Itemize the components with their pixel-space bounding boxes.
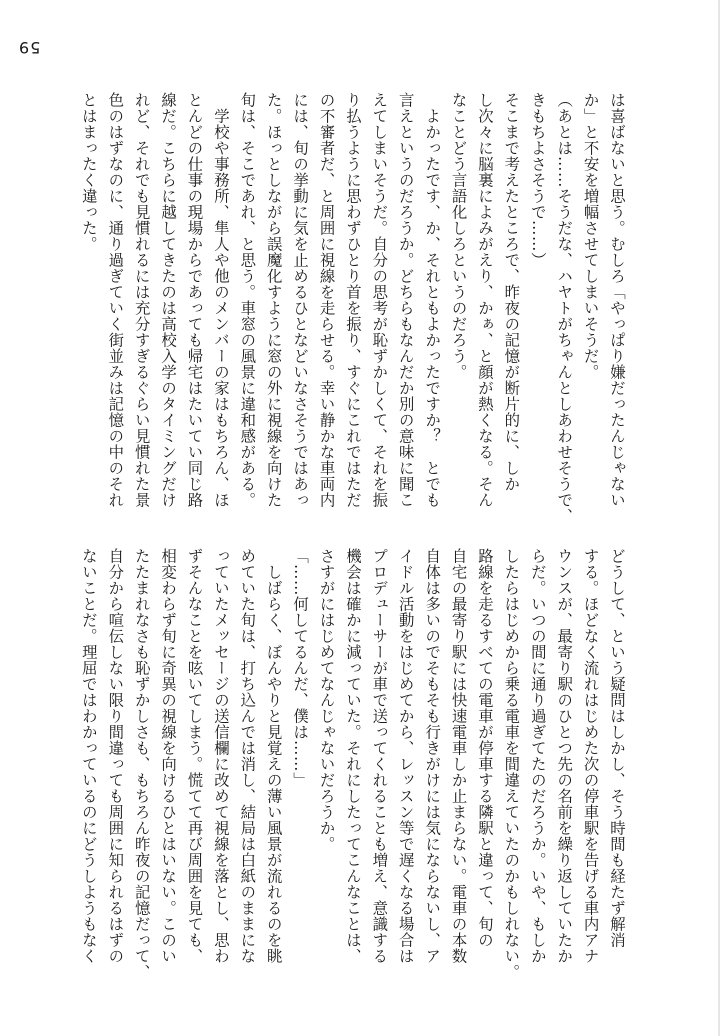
- text-block-lower: [75, 548, 630, 980]
- text-line: 学校や事務所、隼人や他のメンバーの家はもちろん、ほ: [211, 92, 230, 508]
- text-line: し次々に脳裏によみがえり、かぁ、と顔が熱くなる。そん: [475, 92, 494, 508]
- text-line: えてしまいそうだ。自分の思考が恥ずかしくて、それを振: [370, 92, 389, 508]
- text-line: とはまったく違った。: [79, 92, 98, 252]
- text-line: する。ほどなく流れはじめた次の停車駅を告げる車内アナ: [581, 548, 600, 964]
- text-line: は喜ばないと思う。むしろ「やっぱり嫌だったんじゃない: [608, 92, 626, 508]
- text-line: プロデューサーが車で送ってくれることも増え、意識する: [370, 548, 389, 964]
- text-line: しばらく、ぼんやりと見覚えの薄い風景が流れるのを眺: [264, 548, 283, 964]
- text-line: ずそんなことを呟いてしまう。慌てて再び周囲を見ても、: [185, 548, 204, 964]
- text-line: さすがにはじめてなんじゃないだろうか。: [317, 548, 336, 852]
- text-line: めていた旬は、打ち込んでは消し、結局は白紙のままにな: [238, 548, 257, 964]
- text-line: 言えというのだろうか。どちらもなんだか別の意味に聞こ: [396, 92, 415, 508]
- text-line: とんどの仕事の現場からであっても帰宅はたいてい同じ路: [185, 92, 204, 508]
- text-line: ウンスが、最寄り駅のひとつ先の名前を繰り返していたか: [555, 548, 574, 964]
- text-line: したらはじめから乗る電車を間違えていたのかもしれない。: [502, 548, 521, 980]
- text-line: 線だ。こちらに越してきたのは高校入学のタイミングだけ: [159, 92, 178, 508]
- text-line: イドル活動をはじめてから、レッスン等で遅くなる場合は: [396, 548, 415, 964]
- text-line: には、旬の挙動に気を止めるひとなどいなさそうではあっ: [291, 92, 310, 508]
- text-line: よかったです、か、それともよかったですか？ とでも: [423, 92, 442, 508]
- text-line: きもちよさそうで……）: [528, 92, 547, 268]
- text-block-upper: [75, 92, 630, 524]
- text-line: 旬は、そこであれ、と思う。車窓の風景に違和感がある。: [238, 92, 257, 508]
- text-line: の不審者だ、と周囲に視線を走らせる。幸い静かな車両内: [317, 92, 336, 508]
- text-line: 自体は多いのでそもそも行きがけには気にならないし、ア: [423, 548, 442, 964]
- text-line: 機会は確かに減っていた。それにしたってこんなことは、: [343, 548, 362, 964]
- text-line: たたまれなさも恥ずかしさも、もちろん昨夜の記憶だって、: [132, 548, 151, 980]
- text-line: れど、それでも見慣れるには充分すぎるぐらい見慣れた景: [132, 92, 151, 508]
- text-line: 相変わらず旬に奇異の視線を向けるひとはいない。このい: [159, 548, 178, 964]
- text-line: そこまで考えたところで、昨夜の記憶が断片的に、しか: [502, 92, 521, 492]
- text-line: どうして、という疑問はしかし、そう時間も経たず解消: [608, 548, 626, 948]
- text-line: 色のはずなのに、通り過ぎていく街並みは記憶の中のそれ: [106, 92, 125, 508]
- text-line: ないことだ。理屈ではわかっているのにどうしようもなく: [79, 548, 98, 964]
- text-line: らだ。いつの間に通り過ぎてたのだろうか。いや、もしか: [528, 548, 547, 964]
- text-line: 自宅の最寄り駅には快速電車しか止まらない。電車の本数: [449, 548, 468, 964]
- page-number: 59: [18, 38, 41, 57]
- text-line: た。ほっとしながら誤魔化すように窓の外に視線を向けた: [264, 92, 283, 508]
- text-line: っていたメッセージの送信欄に改めて視線を落とし、思わ: [211, 548, 230, 964]
- text-line: り払うように思わずひとり首を振り、すぐにこれではただ: [343, 92, 362, 508]
- text-line: 路線を走るすべての電車が停車する隣駅と違って、旬の: [475, 548, 494, 948]
- text-line: なことどう言語化しろというのだろう。: [449, 92, 468, 380]
- text-line: （あとは……そうだな、ハヤトがちゃんとしあわせそうで、: [555, 92, 574, 524]
- text-line: 「……何してるんだ、僕は……」: [291, 548, 310, 788]
- text-line: 自分から喧伝しない限り間違っても周囲に知られるはずの: [106, 548, 125, 964]
- text-line: か」と不安を増幅させてしまいそうだ。: [581, 92, 600, 380]
